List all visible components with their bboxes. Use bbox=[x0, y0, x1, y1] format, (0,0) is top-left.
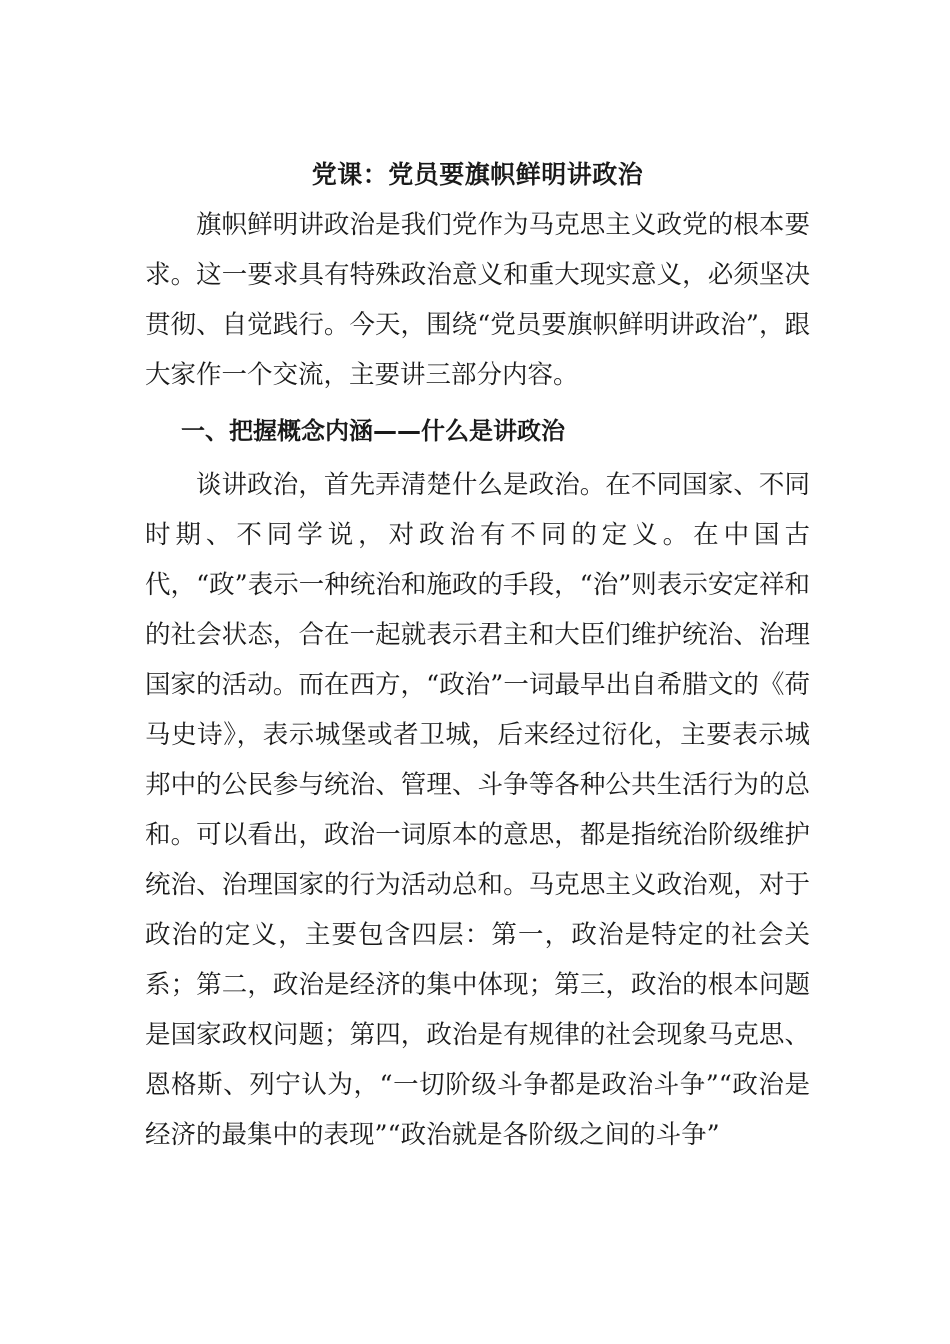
document-page bbox=[145, 150, 810, 1160]
section-1-heading: 一、把握概念内涵——什么是讲政治 bbox=[181, 417, 565, 445]
intro-paragraph: 旗帜鲜明讲政治是我们党作为马克思主义政党的根本要求。这一要求具有特殊政治意义和重大现实意义，必须坚决贯彻、自觉践行。今天，围绕“党员要旗帜鲜明讲政治”，跟大家作一个交流，主要讲三部分内容。 bbox=[145, 210, 810, 390]
document-title: 党课：党员要旗帜鲜明讲政治 bbox=[311, 160, 644, 189]
section-1-paragraph: 谈讲政治，首先弄清楚什么是政治。在不同国家、不同时期、不同学说，对政治有不同的定义。在中国古代，“政”表示一种统治和施政的手段，“治”则表示安定祥和的社会状态，合在一起就表示君主和大臣们维护统治、治理国家的活动。而在西方，“政治”一词最早出自希腊文的《荷马史诗》，表示城堡或者卫城，后来经过衍化，主要表示城邦中的公民参与统治、管理、斗争等各种公共生活行为的总和。可以看出，政治一词原本的意思，都是指统治阶级维护统治、治理国家的行为活动总和。马克思主义政治观，对于政治的定义，主要包含四层：第一，政治是特定的社会关系；第二，政治是经济的集中体现；第三，政治的根本问题是国家政权问题；第四，政治是有规律的社会现象马克思、恩格斯、列宁认为，“一切阶级斗争都是政治斗争”“政治是经济的最集中的表现”“政治就是各阶级之间的斗争” bbox=[145, 470, 810, 1150]
